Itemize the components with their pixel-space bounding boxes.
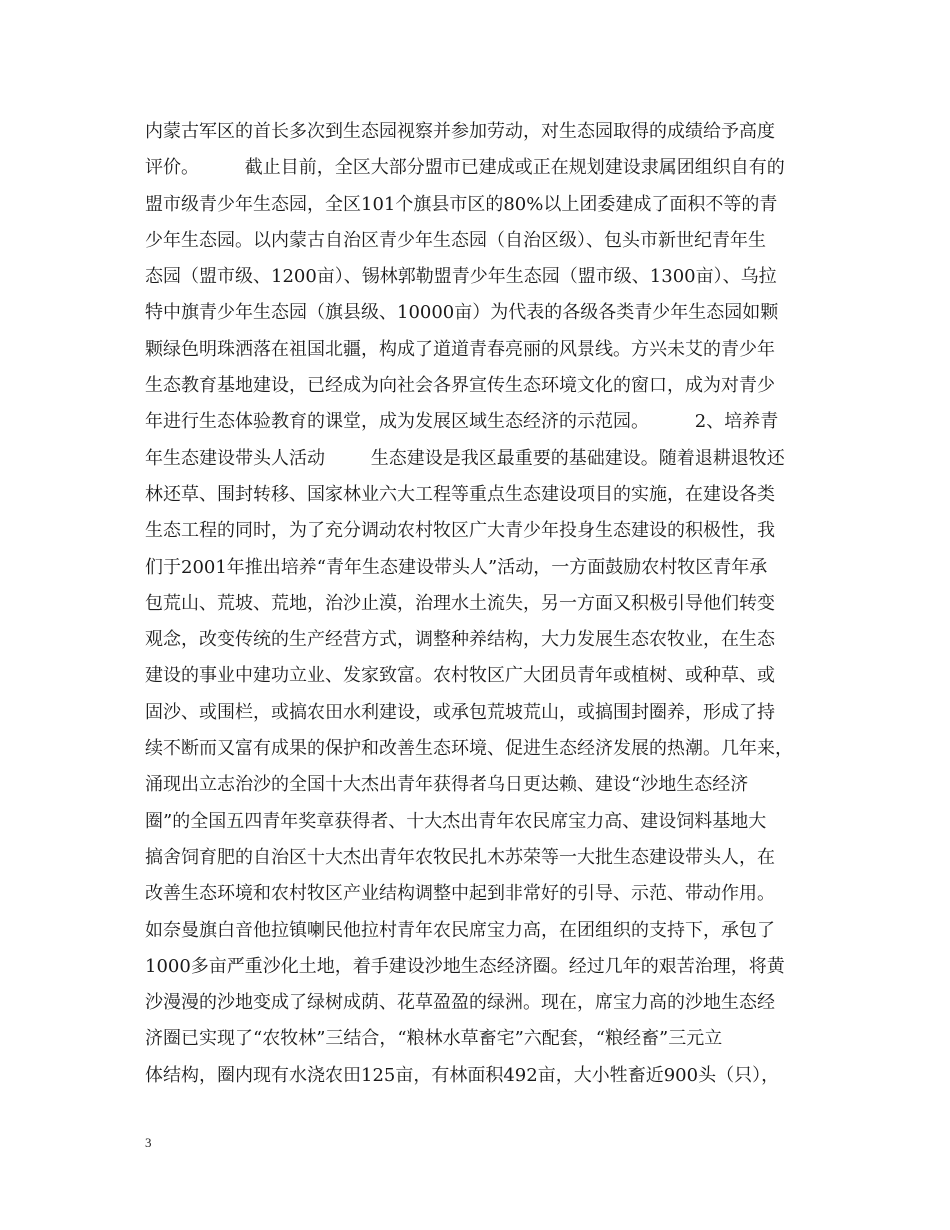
text-line-5: 态园（盟市级、1200亩）、锡林郭勒盟青少年生态园（盟市级、1300亩）、乌拉 <box>145 266 777 288</box>
text-line-4: 少年生态园。以内蒙古自治区青少年生态园（自治区级）、包头市新世纪青年生 <box>145 229 766 251</box>
text-line-17: 固沙、或围栏，或搞农田水利建设，或承包荒坡荒山，或搞围封圈养，形成了持 <box>145 701 775 723</box>
text-line-23: 如奈曼旗白音他拉镇喇民他拉村青年农民席宝力高，在团组织的支持下，承包了 <box>145 919 775 941</box>
text-line-26: 济圈已实现了“农牧林”三结合，“粮林水草畜宅”六配套，“粮经畜”三元立 <box>145 1028 723 1050</box>
text-line-15: 观念，改变传统的生产经营方式，调整种养结构，大力发展生态农牧业，在生态 <box>145 629 775 651</box>
text-line-24: 1000多亩严重沙化土地，着手建设沙地生态经济圈。经过几年的艰苦治理，将黄 <box>145 955 785 977</box>
text-line-10: 年生态建设带头人活动 生态建设是我区最重要的基础建设。随着退耕退牧还 <box>145 447 785 469</box>
text-line-18: 续不断而又富有成果的保护和改善生态环境、促进生态经济发展的热潮。几年来， <box>145 738 793 760</box>
text-line-13: 们于2001年推出培养“青年生态建设带头人”活动，一方面鼓励农村牧区青年承 <box>145 556 768 578</box>
text-line-1: 内蒙古军区的首长多次到生态园视察并参加劳动，对生态园取得的成绩给予高度 <box>145 121 775 142</box>
text-line-8: 生态教育基地建设，已经成为向社会各界宣传生态环境文化的窗口，成为对青少 <box>145 375 775 397</box>
text-line-12: 生态工程的同时，为了充分调动农村牧区广大青少年投身生态建设的积极性，我 <box>145 520 775 542</box>
page-number: 3 <box>145 1135 152 1150</box>
text-line-21: 搞舍饲育肥的自治区十大杰出青年农牧民扎木苏荣等一大批生态建设带头人，在 <box>145 846 775 868</box>
text-line-20: 圈”的全国五四青年奖章获得者、十大杰出青年农民席宝力高、建设饲料基地大 <box>145 810 767 832</box>
text-line-7: 颗绿色明珠洒落在祖国北疆，构成了道道青春亮丽的风景线。方兴未艾的青少年 <box>145 338 775 360</box>
text-line-3: 盟市级青少年生态园，全区101个旗县市区的80%以上团委建成了面积不等的青 <box>145 193 778 215</box>
text-line-2: 评价。 截止目前，全区大部分盟市已建成或正在规划建设隶属团组织自有的 <box>145 157 785 179</box>
text-line-19: 涌现出立志治沙的全国十大杰出青年获得者乌日更达赖、建设“沙地生态经济 <box>145 774 749 796</box>
text-line-9: 年进行生态体验教育的课堂，成为发展区域生态经济的示范园。 2、培养青 <box>145 411 779 433</box>
text-line-14: 包荒山、荒坡、荒地，治沙止漠，治理水土流失，另一方面又积极引导他们转变 <box>145 592 775 614</box>
text-line-22: 改善生态环境和农村牧区产业结构调整中起到非常好的引导、示范、带动作用。 <box>145 883 775 905</box>
text-line-6: 特中旗青少年生态园（旗县级、10000亩）为代表的各级各类青少年生态园如颗 <box>145 302 779 324</box>
text-line-11: 林还草、围封转移、国家林业六大工程等重点生态建设项目的实施，在建设各类 <box>145 483 775 505</box>
body-text <box>145 114 815 1094</box>
text-line-16: 建设的事业中建功立业、发家致富。农村牧区广大团员青年或植树、或种草、或 <box>145 665 775 687</box>
text-line-27: 体结构，圈内现有水浇农田125亩，有林面积492亩，大小牲畜近900头（只）， <box>145 1064 780 1086</box>
text-line-25: 沙漫漫的沙地变成了绿树成荫、花草盈盈的绿洲。现在，席宝力高的沙地生态经 <box>145 992 775 1014</box>
